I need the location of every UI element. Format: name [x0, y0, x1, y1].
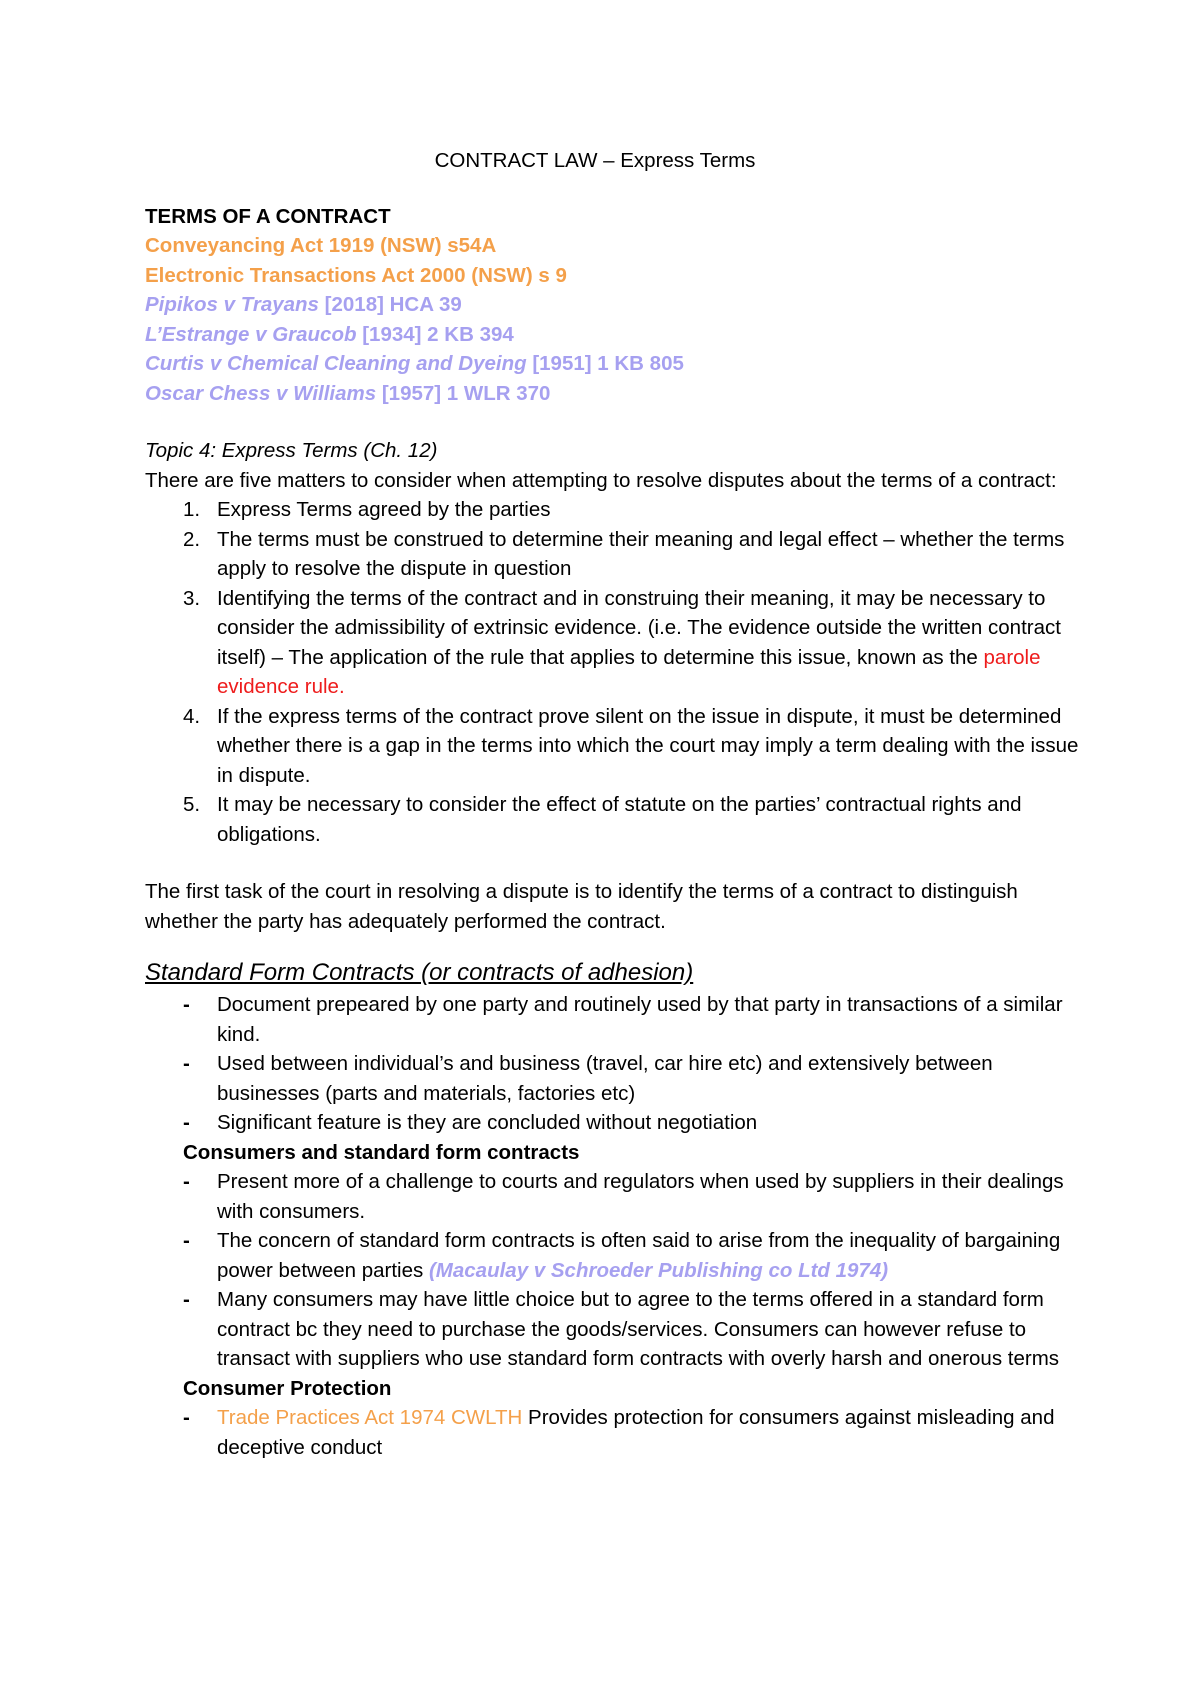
case-citation: [1951] 1 KB 805 — [526, 352, 684, 375]
case-reference: (Macaulay v Schroeder Publishing co Ltd 1974) — [428, 1258, 889, 1282]
case-citation: [2018] HCA 39 — [318, 293, 462, 316]
list-item: 5. It may be necessary to consider the effect of statute on the parties’ contractual rights and obligations. — [183, 793, 1022, 846]
list-item: 1. Express Terms agreed by the parties — [183, 498, 551, 521]
intro-paragraph: There are five matters to consider when attempting to resolve disputes about the terms of a contract: — [145, 468, 1057, 492]
list-item: - Trade Practices Act 1974 CWLTH Provides protection for consumers against misleading and deceptive conduct — [183, 1406, 1055, 1459]
case-name: Oscar Chess v Williams — [145, 381, 377, 405]
consumer-list — [145, 1167, 1085, 1374]
case-reference — [145, 320, 1085, 350]
case-name: Curtis v Chemical Cleaning and Dyeing — [145, 352, 527, 375]
protection-list — [145, 1403, 1085, 1462]
list-item: - The concern of standard form contracts is often said to arise from the inequality of bargaining power between parties (Macaulay v Schroeder Publishing co Ltd 1974) — [183, 1229, 1061, 1282]
page-title: CONTRACT LAW – Express Terms — [434, 149, 756, 172]
list-item: - Many consumers may have little choice but to agree to the terms offered in a standard form contract bc they need to purchase the goods/services. Consumers can however refuse to transact with suppliers who use standard form contracts with overly harsh and onerous terms — [183, 1288, 1060, 1370]
document-page — [145, 146, 1085, 1462]
matters-list — [145, 495, 1085, 849]
statute-reference: Electronic Transactions Act 2000 (NSW) s 9 — [145, 263, 567, 287]
case-reference — [145, 290, 1085, 320]
statute-reference: Conveyancing Act 1919 (NSW) s54A — [145, 234, 497, 257]
list-item: 2. The terms must be construed to determine their meaning and legal effect – whether the terms apply to resolve the dispute in question — [183, 527, 1065, 580]
case-reference — [145, 379, 1085, 409]
list-item: - Document prepeared by one party and routinely used by that party in transactions of a similar kind. — [183, 993, 1063, 1046]
case-reference — [145, 349, 1085, 379]
list-item: 4. If the express terms of the contract prove silent on the issue in dispute, it must be determined whether there is a gap in the terms into which the court may imply a term dealing with the issue in dispute. — [183, 704, 1079, 787]
highlighted-term: parole evidence rule. — [217, 645, 1041, 698]
topic-heading: Topic 4: Express Terms (Ch. 12) — [145, 439, 438, 462]
case-name: Pipikos v Trayans — [145, 293, 319, 316]
statute-reference: Trade Practices Act 1974 CWLTH — [217, 1406, 523, 1429]
case-name: L’Estrange v Graucob — [145, 322, 357, 346]
subsection-heading: Consumers and standard form contracts — [183, 1140, 580, 1164]
case-citation: [1957] 1 WLR 370 — [376, 381, 551, 405]
section-heading: Standard Form Contracts (or contracts of adhesion) — [145, 959, 694, 986]
list-item: - Significant feature is they are concluded without negotiation — [183, 1111, 758, 1134]
terms-heading: TERMS OF A CONTRACT — [145, 204, 391, 228]
sfc-list — [145, 990, 1085, 1138]
list-item: - Used between individual’s and business (travel, car hire etc) and extensively between businesses (parts and materials, factories etc) — [183, 1052, 993, 1105]
list-item: - Present more of a challenge to courts and regulators when used by suppliers in their dealings with consumers. — [183, 1170, 1064, 1223]
subsection-heading: Consumer Protection — [183, 1376, 392, 1400]
case-citation: [1934] 2 KB 394 — [356, 322, 514, 346]
list-item: 3. Identifying the terms of the contract and in construing their meaning, it may be necessary to consider the admissibility of extrinsic evidence. (i.e. The evidence outside the written contract itself) – The application of the rule that applies to determine this issue, known as the parole evidence rule. — [183, 586, 1061, 698]
first-task-paragraph: The first task of the court in resolving a dispute is to identify the terms of a contract to distinguish whether the party has adequately performed the contract. — [145, 880, 1018, 933]
